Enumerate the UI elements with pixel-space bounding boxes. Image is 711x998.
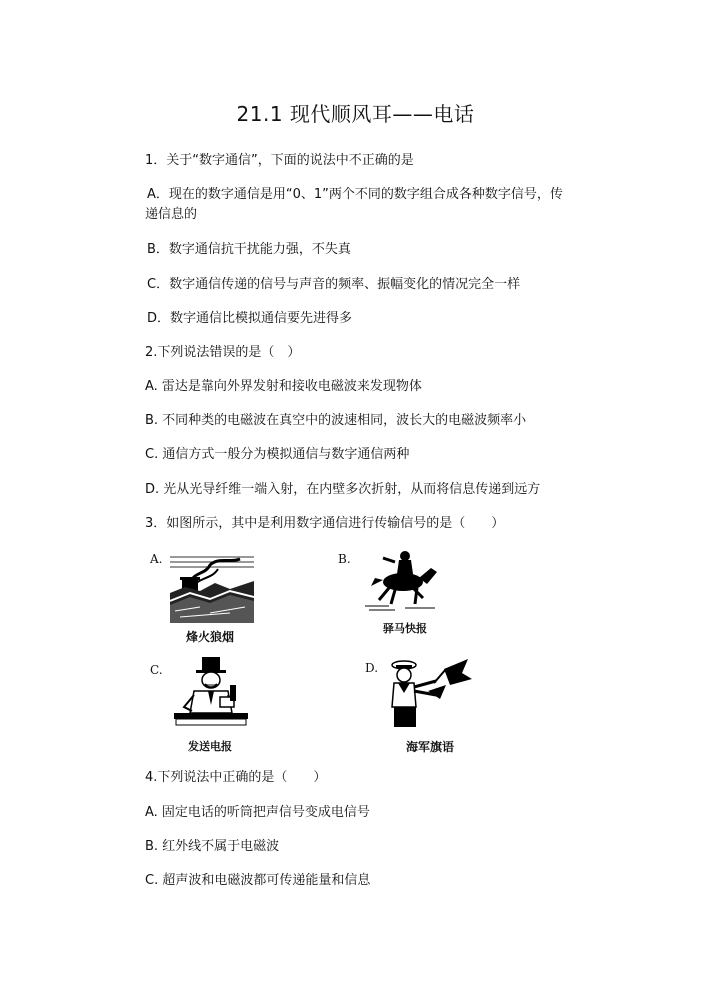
q3-stem: 3．如图所示，其中是利用数字通信进行传输信号的是（ ） — [145, 516, 505, 531]
q1-option-c: C．数字通信传递的信号与声音的频率、振幅变化的情况完全一样 — [147, 277, 521, 292]
q4-option-a: A. 固定电话的听筒把声信号变成电信号 — [145, 805, 370, 820]
figure-c-caption: 发送电报 — [188, 740, 232, 753]
figure-a-letter: A. — [150, 552, 163, 566]
q4-option-c: C. 超声波和电磁波都可传递能量和信息 — [145, 873, 371, 888]
figure-d-caption: 海军旗语 — [405, 740, 454, 754]
q4-stem: 4.下列说法中正确的是（ ） — [145, 770, 327, 785]
navy-semaphore-image — [384, 655, 504, 750]
figure-b-caption: 驿马快报 — [383, 622, 427, 635]
q2-option-a: A. 雷达是靠向外界发射和接收电磁波来发现物体 — [145, 379, 422, 394]
q2-option-d: D. 光从光导纤维一端入射，在内壁多次折射，从而将信息传递到远方 — [145, 482, 541, 497]
q1-stem: 1．关于“数字通信”，下面的说法中不正确的是 — [145, 153, 414, 168]
figure-a-caption: 烽火狼烟 — [185, 630, 234, 644]
q2-stem: 2.下列说法错误的是（ ） — [145, 345, 301, 360]
q1-option-b: B．数字通信抗干扰能力强，不失真 — [147, 242, 351, 257]
q2-option-c: C. 通信方式一般分为模拟通信与数字通信两种 — [145, 447, 410, 462]
telegraph-operator-image — [172, 655, 292, 750]
figure-d-letter: D. — [365, 661, 379, 675]
q4-option-b: B. 红外线不属于电磁波 — [145, 839, 280, 854]
q1-option-a-cont: 递信息的 — [145, 207, 198, 222]
q1-option-a: A．现在的数字通信是用“0、1”两个不同的数字组合成各种数字信号，传 — [147, 187, 563, 202]
q2-option-b: B. 不同种类的电磁波在真空中的波速相同，波长大的电磁波频率小 — [145, 413, 527, 428]
q1-option-d: D．数字通信比模拟通信要先进得多 — [147, 311, 353, 326]
page-title: 21.1 现代顺风耳——电话 — [236, 102, 475, 126]
figure-b-letter: B. — [338, 552, 351, 566]
figure-c-letter: C. — [150, 663, 163, 677]
